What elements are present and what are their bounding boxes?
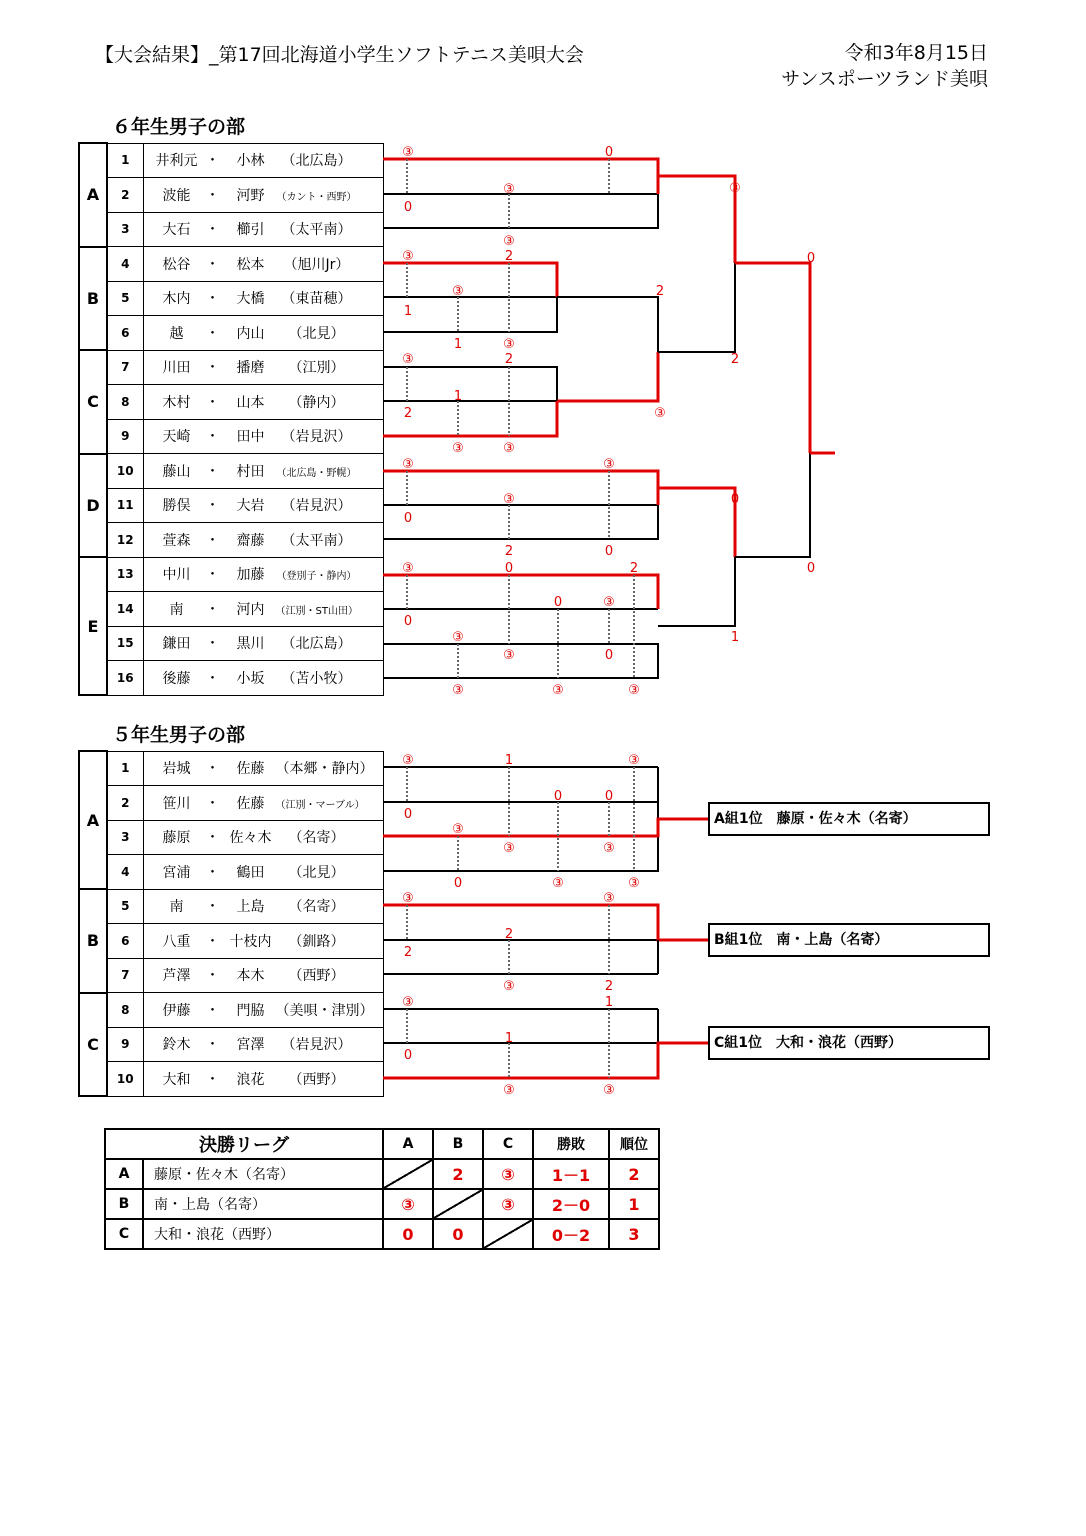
match-5th-score: 2	[504, 927, 514, 942]
club: （北見）	[288, 325, 345, 342]
club: （旭川Jr）	[283, 256, 350, 273]
bracket-6th-group-c	[383, 367, 557, 436]
final-cell: ③	[383, 1189, 433, 1219]
club: （北広島・野幌）	[276, 467, 357, 479]
player-1: 南	[169, 601, 184, 618]
player-2: 佐藤	[236, 761, 265, 778]
player-1: 鈴木	[162, 1037, 191, 1054]
entry-number: 13	[107, 557, 143, 592]
group-label: B	[79, 889, 107, 993]
match-5th-score: ③	[603, 1083, 615, 1098]
final-record: 2－0	[533, 1189, 609, 1219]
winner-box-a: A組1位 藤原・佐々木（名寄）	[708, 802, 990, 836]
final-col-rank: 順位	[609, 1129, 659, 1159]
bracket-6th-group-e	[383, 575, 658, 678]
entry-number: 4	[107, 247, 143, 282]
separator: ・	[205, 1037, 220, 1054]
match-6th-score: 0	[553, 595, 563, 610]
entry-number: 5	[107, 889, 143, 924]
match-5th-score: ③	[452, 822, 464, 837]
match-6th-score: ③	[503, 492, 515, 507]
match-6th-score: 2	[730, 352, 740, 367]
final-record: 1－1	[533, 1159, 609, 1189]
player-1: 藤山	[162, 463, 191, 480]
player-2: 浪花	[196, 1227, 224, 1243]
final-title: 決勝リーグ	[105, 1129, 383, 1159]
bracket-5th-group-c	[383, 1009, 708, 1078]
club: （北広島）	[281, 153, 352, 170]
match-5th-score: ③	[628, 753, 640, 768]
match-6th-score: ③	[552, 683, 564, 698]
match-6th-score: 0	[730, 492, 740, 507]
match-6th-score: 2	[504, 249, 514, 264]
player-1: 越	[169, 325, 184, 342]
player-1: 南	[169, 899, 184, 916]
entry-number: 10	[107, 1062, 143, 1097]
player-2: 十枝内	[229, 933, 272, 950]
player-1: 井利元	[155, 153, 198, 170]
player-1: 鎌田	[162, 636, 191, 653]
match-5th-score: 0	[403, 807, 413, 822]
match-6th-score: 0	[806, 251, 816, 266]
club: （西野）	[288, 968, 345, 985]
match-6th-score: 0	[403, 511, 413, 526]
entry-number: 1	[107, 751, 143, 786]
player-1: 大和	[162, 1071, 191, 1088]
player-2: 佐々木	[196, 1167, 238, 1183]
group-label: A	[79, 751, 107, 889]
match-5th-score: 2	[604, 979, 614, 994]
player-1: 藤原	[154, 1167, 182, 1183]
final-cell-self	[383, 1159, 433, 1189]
player-2: 河内	[236, 601, 265, 618]
club: （美唄・津別）	[275, 1002, 374, 1019]
match-6th-score: ③	[452, 683, 464, 698]
entry-number: 3	[107, 212, 143, 247]
match-6th-score: ③	[503, 234, 515, 249]
separator: ・	[205, 670, 220, 687]
match-6th-score: ③	[654, 406, 666, 421]
player-1: 木内	[162, 291, 191, 308]
group-label: B	[79, 247, 107, 351]
separator: ・	[205, 636, 220, 653]
club: （岩見沢）	[281, 429, 352, 446]
match-5th-score: ③	[552, 876, 564, 891]
player-2: 河野	[236, 187, 265, 204]
player-2: 本木	[236, 968, 265, 985]
final-row-b	[105, 1189, 659, 1219]
player-1: 後藤	[162, 670, 191, 687]
entry-number: 14	[107, 592, 143, 627]
player-1: 大石	[162, 222, 191, 239]
bracket-5th-group-b	[383, 905, 708, 974]
separator: ・	[205, 187, 220, 204]
final-col-c: C	[483, 1129, 533, 1159]
winner-box-b: B組1位 南・上島（名寄）	[708, 923, 990, 957]
player-2: 田中	[236, 429, 265, 446]
player-2: 上島	[182, 1197, 210, 1213]
player-1: 波能	[162, 187, 191, 204]
player-2: 黒川	[236, 636, 265, 653]
match-6th-score: ③	[402, 249, 414, 264]
final-rank: 1	[609, 1189, 659, 1219]
club: （江別）	[288, 360, 345, 377]
section-title-5th: ５年生男子の部	[112, 724, 246, 746]
match-6th-score: 1	[403, 304, 413, 319]
club: （江別・マーブル）	[275, 799, 365, 811]
match-5th-score: ③	[503, 1083, 515, 1098]
player-1: 八重	[162, 933, 191, 950]
match-6th-score: 0	[403, 614, 413, 629]
match-6th-score: 2	[655, 284, 665, 299]
club: （西野）	[224, 1227, 280, 1243]
bracket-5th-group-a	[383, 767, 708, 871]
match-5th-score: ③	[603, 841, 615, 856]
player-2: 門脇	[236, 1002, 265, 1019]
match-6th-score: 0	[504, 561, 514, 576]
player-2: 村田	[236, 463, 265, 480]
match-5th-score: 0	[453, 876, 463, 891]
separator: ・	[205, 899, 220, 916]
player-1: 大和	[154, 1227, 182, 1243]
final-cell: 0	[433, 1219, 483, 1249]
final-rank: 3	[609, 1219, 659, 1249]
match-5th-score: 1	[504, 1031, 514, 1046]
match-6th-score: 2	[403, 406, 413, 421]
bracket-6th-group-d	[383, 471, 658, 539]
final-cell: ③	[483, 1159, 533, 1189]
entry-number: 4	[107, 855, 143, 890]
player-1: 伊藤	[162, 1002, 191, 1019]
player-1: 松谷	[162, 256, 191, 273]
match-6th-score: ③	[628, 683, 640, 698]
match-6th-score: 0	[604, 648, 614, 663]
separator: ・	[205, 795, 220, 812]
match-6th-score: ③	[729, 181, 741, 196]
entry-number: 3	[107, 820, 143, 855]
separator: ・	[205, 933, 220, 950]
final-cell: 2	[433, 1159, 483, 1189]
player-2: 小林	[236, 153, 265, 170]
player-1: 木村	[162, 394, 191, 411]
group-label: C	[79, 350, 107, 454]
match-6th-score: ③	[503, 337, 515, 352]
player-2: 宮澤	[236, 1037, 265, 1054]
match-5th-score: 1	[504, 753, 514, 768]
match-5th-score: 2	[403, 945, 413, 960]
club: （北広島）	[281, 636, 352, 653]
club: （名寄）	[238, 1167, 294, 1183]
club: （名寄）	[288, 899, 345, 916]
match-6th-score: 1	[453, 337, 463, 352]
final-team-name: 大和・浪花（西野）	[143, 1219, 383, 1249]
final-row-label: A	[105, 1159, 143, 1189]
player-2: 佐藤	[236, 795, 265, 812]
match-5th-score: ③	[503, 841, 515, 856]
club: （太平南）	[281, 222, 352, 239]
match-5th-score: ③	[503, 979, 515, 994]
final-cell-self	[433, 1189, 483, 1219]
separator: ・	[205, 360, 220, 377]
entry-number: 5	[107, 281, 143, 316]
player-1: 天崎	[162, 429, 191, 446]
separator: ・	[205, 463, 220, 480]
final-col-a: A	[383, 1129, 433, 1159]
player-2: 大岩	[236, 498, 265, 515]
match-6th-score: 0	[403, 200, 413, 215]
match-6th-score: ③	[452, 441, 464, 456]
group-label: E	[79, 557, 107, 695]
group-label: C	[79, 993, 107, 1097]
separator: ・	[205, 394, 220, 411]
entry-number: 11	[107, 488, 143, 523]
club: （静内）	[288, 394, 345, 411]
separator: ・	[205, 968, 220, 985]
final-row-label: B	[105, 1189, 143, 1219]
match-6th-score: 1	[730, 630, 740, 645]
entry-number: 7	[107, 350, 143, 385]
match-6th-score: ③	[603, 457, 615, 472]
winner-box-c: C組1位 大和・浪花（西野）	[708, 1026, 990, 1060]
entry-number: 9	[107, 419, 143, 454]
group-label: A	[79, 143, 107, 247]
club: （西野）	[288, 1071, 345, 1088]
group-label: D	[79, 454, 107, 558]
player-2: 加藤	[236, 567, 265, 584]
club: （岩見沢）	[281, 498, 352, 515]
match-6th-score: 2	[504, 352, 514, 367]
club: （北見）	[288, 864, 345, 881]
separator: ・	[205, 1002, 220, 1019]
separator: ・	[205, 498, 220, 515]
player-2: 大橋	[236, 291, 265, 308]
match-5th-score: ③	[402, 753, 414, 768]
entry-number: 6	[107, 924, 143, 959]
match-5th-score: ③	[402, 995, 414, 1010]
match-6th-score: ③	[402, 457, 414, 472]
match-6th-score: ③	[402, 352, 414, 367]
separator: ・	[205, 601, 220, 618]
separator: ・	[205, 1071, 220, 1088]
club: （釧路）	[288, 933, 345, 950]
entry-number: 2	[107, 178, 143, 213]
final-cell: 0	[383, 1219, 433, 1249]
player-1: 勝俣	[162, 498, 191, 515]
club: （苫小牧）	[281, 670, 352, 687]
player-2: 松本	[236, 256, 265, 273]
club: （登別子・静内）	[276, 571, 357, 583]
final-row-a	[105, 1159, 659, 1189]
match-6th-score: ③	[452, 284, 464, 299]
separator: ・	[205, 532, 220, 549]
club: （名寄）	[210, 1197, 266, 1213]
separator: ・	[205, 429, 220, 446]
match-6th-score: ③	[402, 145, 414, 160]
match-6th-score: 2	[504, 544, 514, 559]
match-6th-score: 0	[604, 145, 614, 160]
match-6th-score: 1	[453, 389, 463, 404]
match-5th-score: 1	[604, 995, 614, 1010]
final-cell-self	[483, 1219, 533, 1249]
match-5th-score: 0	[604, 789, 614, 804]
match-5th-score: 0	[403, 1048, 413, 1063]
event-venue: サンスポーツランド美唄	[781, 68, 988, 90]
player-2: 佐々木	[229, 830, 272, 847]
separator: ・	[205, 761, 220, 778]
entry-number: 12	[107, 523, 143, 558]
player-2: 山本	[236, 394, 265, 411]
entry-number: 2	[107, 786, 143, 821]
separator: ・	[205, 567, 220, 584]
separator: ・	[205, 222, 220, 239]
entry-number: 8	[107, 385, 143, 420]
match-6th-score: ③	[503, 441, 515, 456]
bracket-6th-group-b	[383, 263, 557, 332]
document-title: 【大会結果】_第17回北海道小学生ソフトテニス美唄大会	[95, 44, 584, 66]
player-1: 南	[154, 1197, 168, 1213]
entry-number: 9	[107, 1027, 143, 1062]
final-team-name: 南・上島（名寄）	[143, 1189, 383, 1219]
player-1: 川田	[162, 360, 191, 377]
entry-number: 10	[107, 454, 143, 489]
player-1: 岩城	[162, 761, 191, 778]
match-6th-score: 0	[604, 544, 614, 559]
separator: ・	[205, 864, 220, 881]
player-2: 齋藤	[236, 532, 265, 549]
match-6th-score: ③	[452, 630, 464, 645]
player-2: 小坂	[236, 670, 265, 687]
player-2: 浪花	[236, 1071, 265, 1088]
player-2: 櫛引	[236, 222, 265, 239]
match-6th-score: ③	[503, 182, 515, 197]
match-6th-score: 0	[806, 561, 816, 576]
separator: ・	[205, 291, 220, 308]
bracket-6th-group-a	[383, 159, 658, 228]
match-5th-score: ③	[402, 891, 414, 906]
final-header-row	[105, 1129, 659, 1159]
match-6th-score: ③	[402, 561, 414, 576]
club: （本郷・静内）	[275, 761, 374, 778]
player-1: 芦澤	[162, 968, 191, 985]
club: （太平南）	[281, 532, 352, 549]
final-league-table	[104, 1128, 660, 1250]
separator: ・	[205, 256, 220, 273]
club: （江別・ST山田）	[275, 605, 358, 617]
club: （カント・西野）	[276, 191, 357, 203]
club: （名寄）	[288, 830, 345, 847]
final-record: 0－2	[533, 1219, 609, 1249]
entry-number: 16	[107, 661, 143, 696]
final-row-c	[105, 1219, 659, 1249]
match-6th-score: ③	[603, 595, 615, 610]
player-1: 宮浦	[162, 864, 191, 881]
club: （東苗穂）	[281, 291, 352, 308]
final-team-name: 藤原・佐々木（名寄）	[143, 1159, 383, 1189]
player-1: 笹川	[162, 795, 191, 812]
player-1: 中川	[162, 567, 191, 584]
final-cell: ③	[483, 1189, 533, 1219]
entry-number: 6	[107, 316, 143, 351]
separator: ・	[205, 153, 220, 170]
separator: ・	[205, 830, 220, 847]
final-rank: 2	[609, 1159, 659, 1189]
final-col-b: B	[433, 1129, 483, 1159]
match-5th-score: ③	[628, 876, 640, 891]
player-1: 萱森	[162, 532, 191, 549]
player-1: 藤原	[162, 830, 191, 847]
separator: ・	[205, 325, 220, 342]
match-6th-score: ③	[503, 648, 515, 663]
match-5th-score: ③	[603, 891, 615, 906]
final-col-record: 勝敗	[533, 1129, 609, 1159]
player-2: 内山	[236, 325, 265, 342]
entry-number: 1	[107, 143, 143, 178]
club: （岩見沢）	[281, 1037, 352, 1054]
entry-number: 15	[107, 626, 143, 661]
event-date: 令和3年8月15日	[844, 42, 988, 64]
match-6th-score: 2	[629, 561, 639, 576]
final-row-label: C	[105, 1219, 143, 1249]
bracket-6th-knockout	[557, 176, 835, 626]
match-5th-score: 0	[553, 789, 563, 804]
player-2: 播磨	[236, 360, 265, 377]
player-2: 上島	[236, 899, 265, 916]
player-2: 鶴田	[236, 864, 265, 881]
entry-number: 7	[107, 958, 143, 993]
section-title-6th: ６年生男子の部	[112, 116, 246, 138]
entry-number: 8	[107, 993, 143, 1028]
